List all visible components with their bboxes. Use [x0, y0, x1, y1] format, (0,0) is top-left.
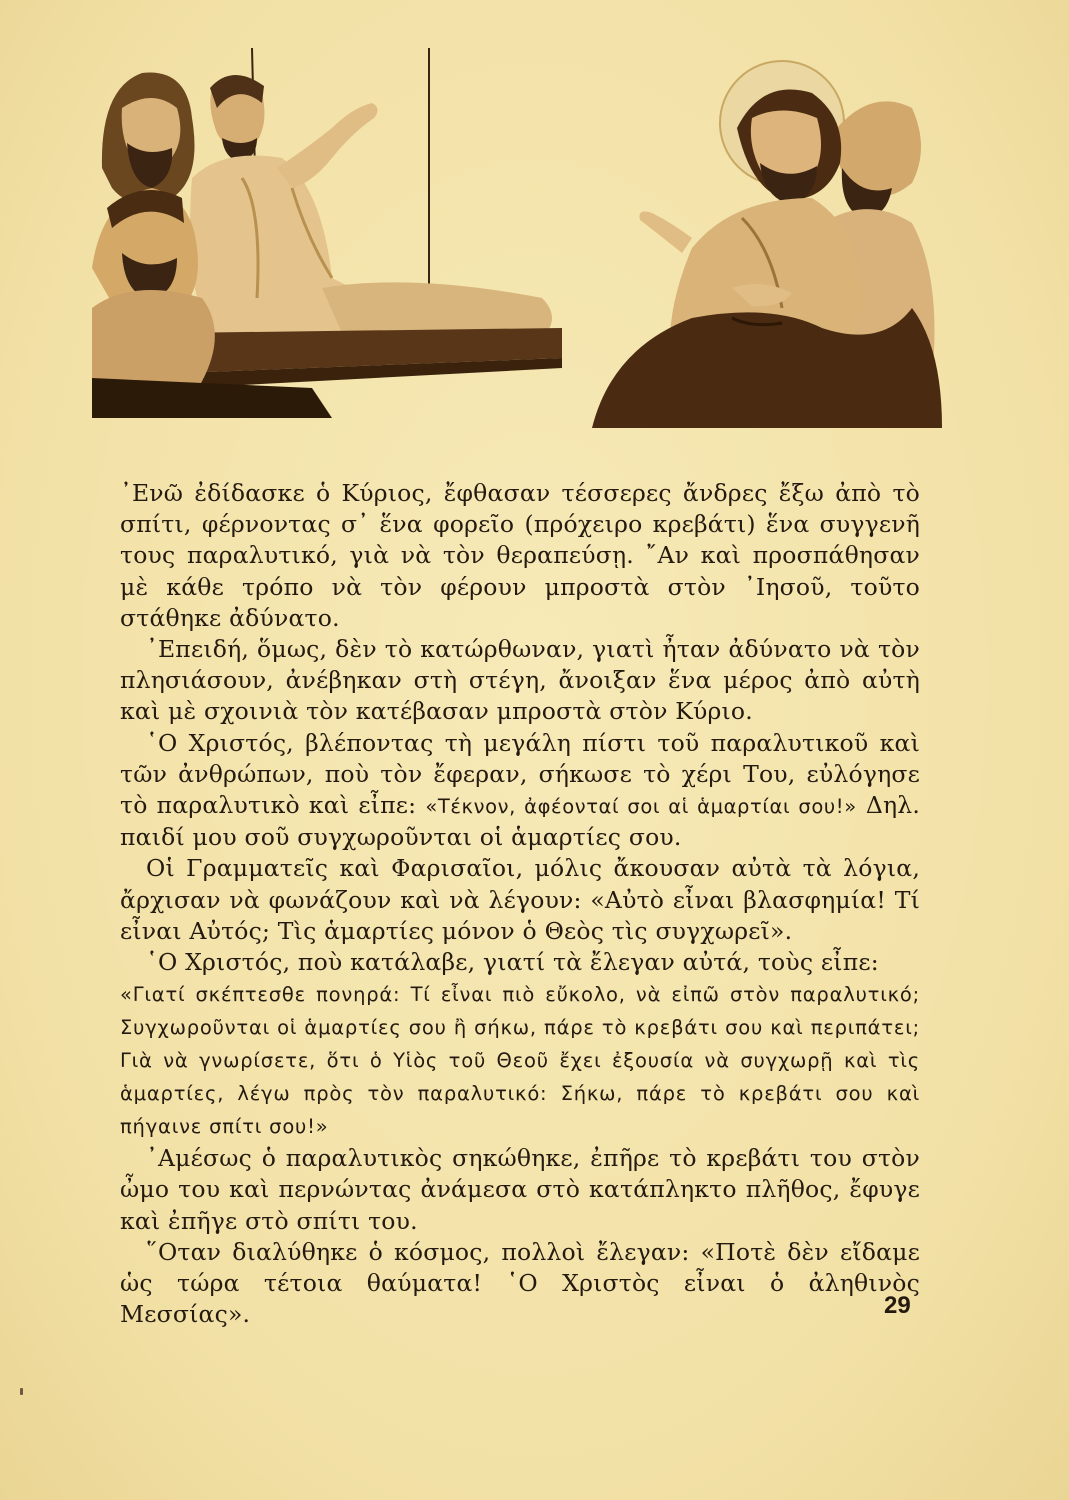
left-figures: [92, 48, 562, 418]
main-text: [120, 478, 920, 1330]
right-figures: [592, 61, 942, 428]
paragraph-5-quote: «Γιατί σκέπτεσθε πονηρά: Τί εἶναι πιὸ εὔκολο, νὰ εἰπῶ στὸν παραλυτικό; Συγχωροῦνται οἱ ἁμαρτίες σου ἢ σήκω, πάρε τὸ κρεβάτι σου καὶ περιπάτει; Γιὰ νὰ γνωρίσετε, ὅτι ὁ Υἱὸς τοῦ Θεοῦ ἔχει ἐξουσία νὰ συγχωρῇ καὶ τὶς ἁμαρτίες, λέγω πρὸς τὸν παραλυτικό: Σήκω, πάρε τὸ κρεβάτι σου καὶ πήγαινε σπίτι σου!»: [120, 983, 920, 1139]
paragraph-3-quote: «Τέκνον, ἀφέονταί σοι αἱ ἁμαρτίαι σου!»: [425, 795, 857, 819]
paragraph-5: ῾Ο Χριστός, ποὺ κατάλαβε, γιατί τὰ ἔλεγαν αὐτά, τοὺς εἶπε:: [146, 948, 879, 977]
paragraph-3: [120, 728, 920, 854]
margin-mark: [20, 1388, 23, 1395]
paragraph-7: ῞Οταν διαλύθηκε ὁ κόσμος, πολλοὶ ἔλεγαν: «Ποτὲ δὲν εἴδαμε ὡς τώρα τέτοια θαύματα! ῾Ο Χριστὸς εἶναι ὁ ἀληθινὸς Μεσσίας».: [120, 1237, 920, 1329]
illustration-svg: [92, 48, 942, 428]
paragraph-3-text: ῾Ο Χριστός, βλέποντας τὴ μεγάλη πίστι τοῦ παραλυτικοῦ καὶ τῶν ἀνθρώπων, ποὺ τὸν ἔφεραν, σήκωσε τὸ χέρι Του, εὐλόγησε τὸ παραλυτικὸ καὶ εἶπε:: [120, 728, 920, 820]
page-number: 29: [884, 1292, 911, 1319]
paragraph-4: Οἱ Γραμματεῖς καὶ Φαρισαῖοι, μόλις ἄκουσαν αὐτὰ τὰ λόγια, ἄρχισαν νὰ φωνάζουν καὶ νὰ λέγουν: «Αὐτὸ εἶναι βλασφημία! Τί εἶναι Αὐτός; Τὶς ἁμαρτίες μόνον ὁ Θεὸς τὶς συγχωρεῖ».: [120, 854, 920, 945]
paragraph-2: ᾿Επειδή, ὅμως, δὲν τὸ κατώρθωναν, γιατὶ ἦταν ἀδύνατο νὰ τὸν πλησιάσουν, ἀνέβηκαν στὴ στέγη, ἄνοιξαν ἕνα μέρος ἀπὸ αὐτὴ καὶ μὲ σχοινιὰ τὸν κατέβασαν μπροστὰ στὸν Κύριο.: [120, 635, 920, 726]
paragraph-3-tail: Δηλ. παιδί μου σοῦ συγχωροῦνται οἱ ἁμαρτίες σου.: [120, 791, 921, 852]
paragraph-1: ᾿Ενῶ ἐδίδασκε ὁ Κύριος, ἔφθασαν τέσσερες ἄνδρες ἔξω ἀπὸ τὸ σπίτι, φέρνοντας σ᾿ ἕνα φορεῖο (πρόχειρο κρεβάτι) ἕνα συγγενῆ τους παραλυτικό, γιὰ νὰ τὸν θεραπεύσῃ. ῎Αν καὶ προσπάθησαν μὲ κάθε τρόπο νὰ τὸν φέρουν μπροστὰ στὸν ᾿Ιησοῦ, τοῦτο στάθηκε ἀδύνατο.: [120, 479, 920, 632]
illustration-healing-of-paralytic: [92, 48, 942, 428]
paragraph-6: ᾿Αμέσως ὁ παραλυτικὸς σηκώθηκε, ἐπῆρε τὸ κρεβάτι του στὸν ὦμο του καὶ περνώντας ἀνάμεσα στὸ κατάπληκτο πλῆθος, ἔφυγε καὶ ἐπῆγε στὸ σπίτι του.: [120, 1144, 920, 1235]
